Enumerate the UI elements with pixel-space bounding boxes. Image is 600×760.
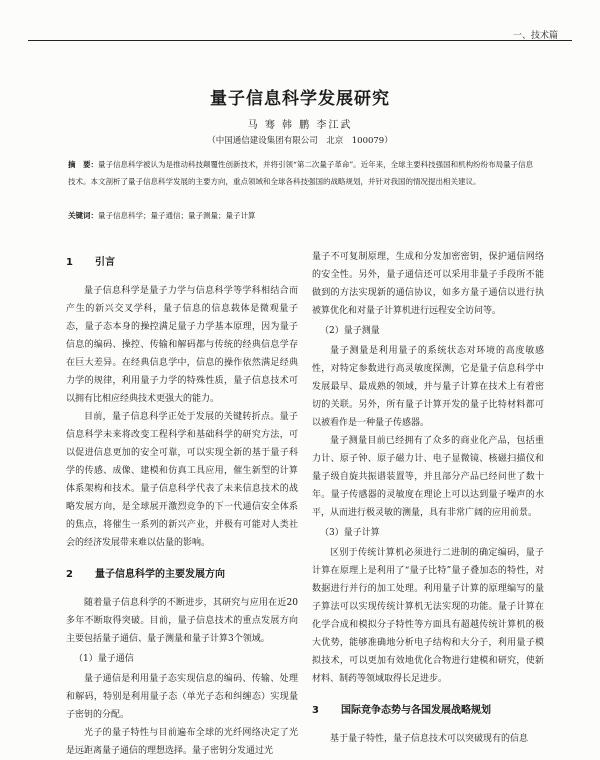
paper-title: 量子信息科学发展研究	[210, 89, 390, 109]
subheading-quantum-measurement: （2）量子测量	[320, 326, 380, 336]
paper-affiliation: （中国通信建设集团有限公司 北京 100079）	[207, 136, 393, 146]
keywords	[68, 210, 540, 221]
paragraph: 量子不可复制原理，生成和分发加密密钥，保护通信网络的安全性。另外，量子通信还可以采用非量子手段所不能做到的方法实现新的通信协议，如多方量子通信以进行执被算优化和对量子计算机进行远程安全访问等。	[312, 252, 544, 316]
section-heading-1	[66, 254, 298, 272]
paper-authors: 马 骞 韩 鹏 李江武	[247, 120, 353, 131]
abstract-label: 摘 要：	[68, 160, 98, 169]
section-title: 量子信息科学的主要发展方向	[94, 569, 225, 580]
section-number: 1	[66, 257, 73, 268]
paragraph: 基于量子特性，量子信息技术可以突破现有的信息	[330, 734, 529, 744]
paragraph: 区别于传统计算机必须进行二进制的确定编码，量子计算在原理上是利用了“量子比特”量子叠加态的特性，对数据进行并行的加工处理。利用量子计算的原理编写的量子算法可以实现传统计算机无法实现的功能。量子计算在化学合成和模拟分子特性等方面具有超越传统计算机的极大优势，能够准确地分析电子结构和大分子，利用量子模拟技术，可以更加有效地优化合物进行建模和研究，使新材料、制药等领域取得长足进步。	[312, 548, 544, 684]
header-rule	[28, 40, 572, 41]
left-column	[66, 248, 298, 760]
section-title: 引言	[94, 257, 115, 268]
abstract-text: 量子信息科学被认为是推动科技颠覆性创新技术，并将引领“第二次量子革命”。近年来，全球主要科技强国和机构纷纷布局量子信息技术。本文剖析了量子信息科学发展的主要方向，重点领域和全球各科技强国的战略规划，并针对我国的情况提出相关建议。	[68, 160, 534, 186]
section-title: 国际竞争态势与各国发展战略规划	[340, 705, 491, 716]
paragraph: 随着量子信息科学的不断进步，其研究与应用在近20多年不断取得突破。目前，量子信息技术的重点发展方向主要包括量子通信、量子测量和量子计算3个领域。	[66, 598, 298, 644]
paragraph: 量子通信是利用量子态实现信息的编码、传输、处理和解码，特别是利用量子态（单光子态和纠缠态）实现量子密钥的分配。	[66, 674, 298, 720]
section-heading-3	[312, 702, 544, 720]
paragraph: 光子的量子特性与目前遍布全球的光纤网络决定了光是远距离量子通信的理想选择。量子密钥分发通过光	[66, 728, 298, 756]
paragraph: 量子测量目前已经拥有了众多的商业化产品，包括重力计、原子钟、原子磁力计、电子显微镜、核磁扫描仪和量子级自旋共振谱装置等，并且部分产品已经问世了数十年。量子传感器的灵敏度在理论上可以达到量子噪声的水平，从而进行极灵敏的测量，具有非常广阔的应用前景。	[312, 436, 544, 518]
subheading-quantum-computing: （3）量子计算	[320, 528, 380, 538]
paragraph: 量子信息科学是量子力学与信息科学等学科相结合而产生的新兴交叉学科，量子信息的信息载体是微观量子态，量子态本身的操控满足量子力学基本原理，因为量子信息的编码、操控、传输和解码都与传统的经典信息学存在巨大差异。在经典信息学中，信息的操作依然满足经典力学的规律，利用量子力学的特殊性质，量子信息技术可以拥有比相应经典技术更强大的能力。	[66, 286, 298, 404]
section-heading-2	[66, 566, 298, 584]
paragraph: 量子测量是利用量子的系统状态对环境的高度敏感性，对特定参数进行高灵敏度探测，它是量子信息科学中发展最早、最成熟的领域，并与量子计算在技术上有着密切的关联。另外，所有量子计算开发的量子比特材料都可以被看作是一种量子传感器。	[312, 346, 544, 428]
section-number: 2	[66, 569, 73, 580]
keywords-label: 关键词：	[68, 211, 98, 220]
running-header: 一、技术篇	[512, 31, 558, 41]
section-number: 3	[312, 705, 319, 716]
abstract	[68, 156, 540, 190]
subheading-quantum-communication: （1）量子通信	[74, 654, 134, 664]
paragraph: 目前，量子信息科学正处于发展的关键转折点。量子信息科学未来将改变工程科学和基础科学的研究方法，可以促进信息更加的安全可靠，可以实现全新的基于量子科学的传感、成像、建模和仿真工具应用，催生新型的计算体系架构和技术。量子信息科学代表了未来信息技术的战略发展方向，是全球展开激烈竞争的下一代通信安全体系的焦点，将催生一系列的新兴产业，并极有可能对人类社会的经济发展带来难以估量的影响。	[66, 412, 298, 548]
right-column	[312, 248, 544, 748]
keywords-text: 量子信息科学；量子通信；量子测量；量子计算	[98, 211, 256, 220]
